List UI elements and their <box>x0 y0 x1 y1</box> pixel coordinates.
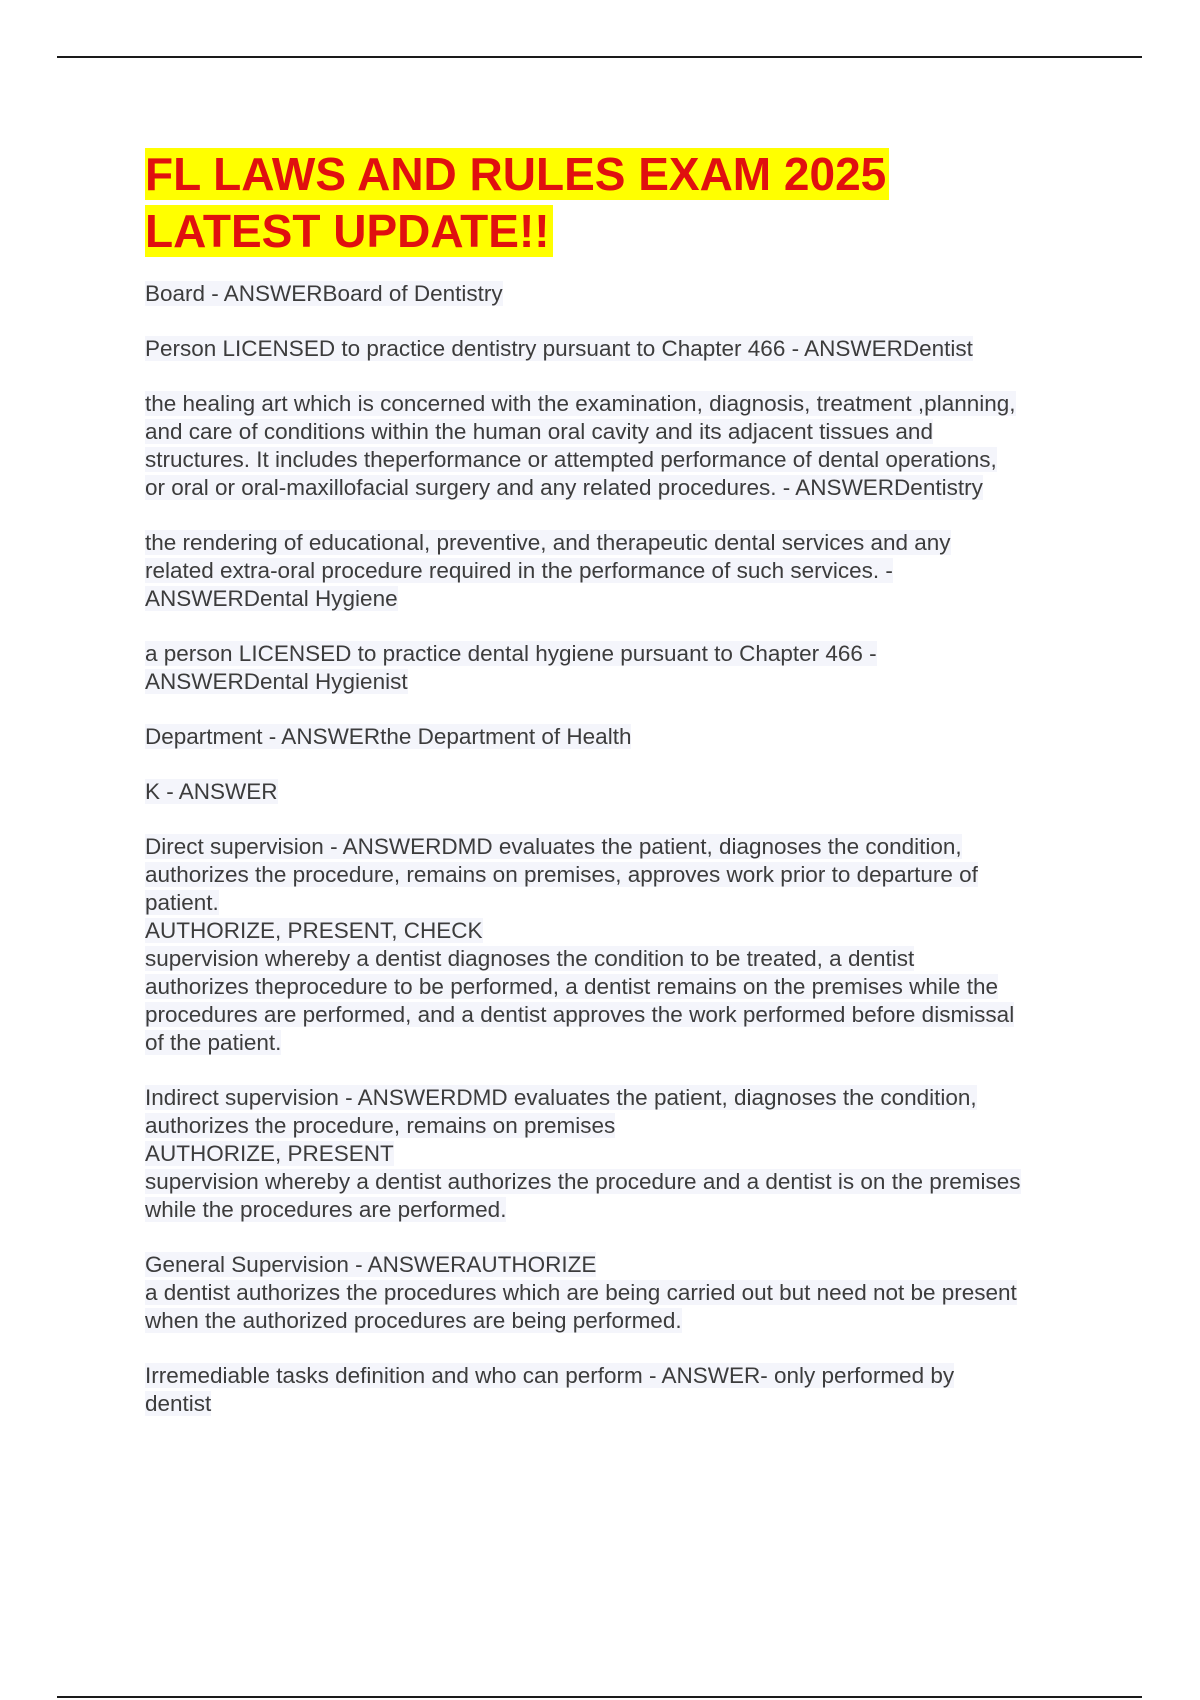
qa-entry-text: when the authorized procedures are being performed. <box>145 1308 682 1333</box>
header-divider <box>57 56 1142 58</box>
qa-entry-line <box>145 1140 1095 1168</box>
qa-entry <box>145 280 1095 308</box>
qa-entry-text: the healing art which is concerned with the examination, diagnosis, treatment ,planning, <box>145 391 1016 416</box>
qa-entry <box>145 778 1095 806</box>
qa-entry-text: related extra-oral procedure required in the performance of such services. - <box>145 558 893 583</box>
qa-entry-text: and care of conditions within the human oral cavity and its adjacent tissues and <box>145 419 933 444</box>
qa-entry-text: ANSWERDental Hygienist <box>145 669 408 694</box>
qa-entry-text: authorizes the procedure, remains on premises <box>145 1113 616 1138</box>
qa-entry-text: of the patient. <box>145 1030 282 1055</box>
qa-entry-line <box>145 585 1095 613</box>
qa-entry-line <box>145 1168 1095 1196</box>
qa-entry-line <box>145 917 1095 945</box>
qa-entry-text: dentist <box>145 1391 212 1416</box>
qa-entry-line <box>145 1196 1095 1224</box>
qa-entry-line <box>145 474 1095 502</box>
qa-entry <box>145 1251 1095 1335</box>
qa-entry-line <box>145 557 1095 585</box>
qa-entry <box>145 833 1095 1057</box>
qa-entry-text: ANSWERDental Hygiene <box>145 586 398 611</box>
qa-entry-line <box>145 1251 1095 1279</box>
qa-entry-text: General Supervision - ANSWERAUTHORIZE <box>145 1252 597 1277</box>
qa-entry-text: AUTHORIZE, PRESENT <box>145 1141 394 1166</box>
qa-entry-line <box>145 1112 1095 1140</box>
qa-entry-text: or oral or oral-maxillofacial surgery and any related procedures. - ANSWERDentistry <box>145 475 983 500</box>
qa-entry-line <box>145 640 1095 668</box>
qa-entry-line <box>145 529 1095 557</box>
qa-entry <box>145 1084 1095 1224</box>
qa-entry-text: the rendering of educational, preventive, and therapeutic dental services and any <box>145 530 951 555</box>
qa-entry-text: a person LICENSED to practice dental hygiene pursuant to Chapter 466 - <box>145 641 877 666</box>
document-title <box>145 146 1095 260</box>
qa-entry-text: AUTHORIZE, PRESENT, CHECK <box>145 918 483 943</box>
qa-entry-line <box>145 390 1095 418</box>
qa-entry-line <box>145 723 1095 751</box>
qa-entry-line <box>145 1001 1095 1029</box>
document-title-line-2: LATEST UPDATE!! <box>145 205 553 257</box>
qa-entry-line <box>145 446 1095 474</box>
qa-entry-text: K - ANSWER <box>145 779 278 804</box>
qa-entry <box>145 390 1095 502</box>
qa-entry-text: supervision whereby a dentist diagnoses the condition to be treated, a dentist <box>145 946 915 971</box>
qa-entry-text: Direct supervision - ANSWERDMD evaluates the patient, diagnoses the condition, <box>145 834 962 859</box>
qa-entry <box>145 335 1095 363</box>
qa-entry-text: a dentist authorizes the procedures which are being carried out but need not be present <box>145 1280 1017 1305</box>
document-body <box>145 146 1095 1445</box>
qa-entry-text: Person LICENSED to practice dentistry pursuant to Chapter 466 - ANSWERDentist <box>145 336 973 361</box>
qa-entry-text: Board - ANSWERBoard of Dentistry <box>145 281 503 306</box>
qa-entry <box>145 640 1095 696</box>
qa-entry-text: authorizes the procedure, remains on premises, approves work prior to departure of <box>145 862 978 887</box>
qa-entry-line <box>145 833 1095 861</box>
qa-entry-text: Department - ANSWERthe Department of Health <box>145 724 632 749</box>
qa-entry-text: while the procedures are performed. <box>145 1197 507 1222</box>
qa-entry <box>145 1362 1095 1418</box>
qa-entry-text: structures. It includes theperformance or attempted performance of dental operations, <box>145 447 997 472</box>
qa-entry-line <box>145 861 1095 889</box>
qa-entry-text: authorizes theprocedure to be performed, a dentist remains on the premises while the <box>145 974 998 999</box>
qa-entry-line <box>145 668 1095 696</box>
qa-entry-line <box>145 418 1095 446</box>
qa-entry-line <box>145 1279 1095 1307</box>
qa-entry-text: Irremediable tasks definition and who can perform - ANSWER- only performed by <box>145 1363 955 1388</box>
qa-entry <box>145 723 1095 751</box>
qa-entry-line <box>145 1084 1095 1112</box>
qa-entry <box>145 529 1095 613</box>
qa-entry-text: procedures are performed, and a dentist approves the work performed before dismissal <box>145 1002 1015 1027</box>
qa-entry-line <box>145 973 1095 1001</box>
qa-entry-text: supervision whereby a dentist authorizes the procedure and a dentist is on the premises <box>145 1169 1021 1194</box>
footer-divider <box>57 1696 1142 1698</box>
qa-entry-line <box>145 280 1095 308</box>
qa-entry-line <box>145 1362 1095 1390</box>
qa-entry-line <box>145 778 1095 806</box>
qa-entry-line <box>145 1029 1095 1057</box>
qa-entry-text: patient. <box>145 890 219 915</box>
qa-entry-line <box>145 945 1095 973</box>
qa-entry-text: Indirect supervision - ANSWERDMD evaluates the patient, diagnoses the condition, <box>145 1085 977 1110</box>
document-title-line-1: FL LAWS AND RULES EXAM 2025 <box>145 148 889 200</box>
qa-entry-line <box>145 335 1095 363</box>
qa-entry-list <box>145 280 1095 1418</box>
qa-entry-line <box>145 889 1095 917</box>
qa-entry-line <box>145 1307 1095 1335</box>
qa-entry-line <box>145 1390 1095 1418</box>
